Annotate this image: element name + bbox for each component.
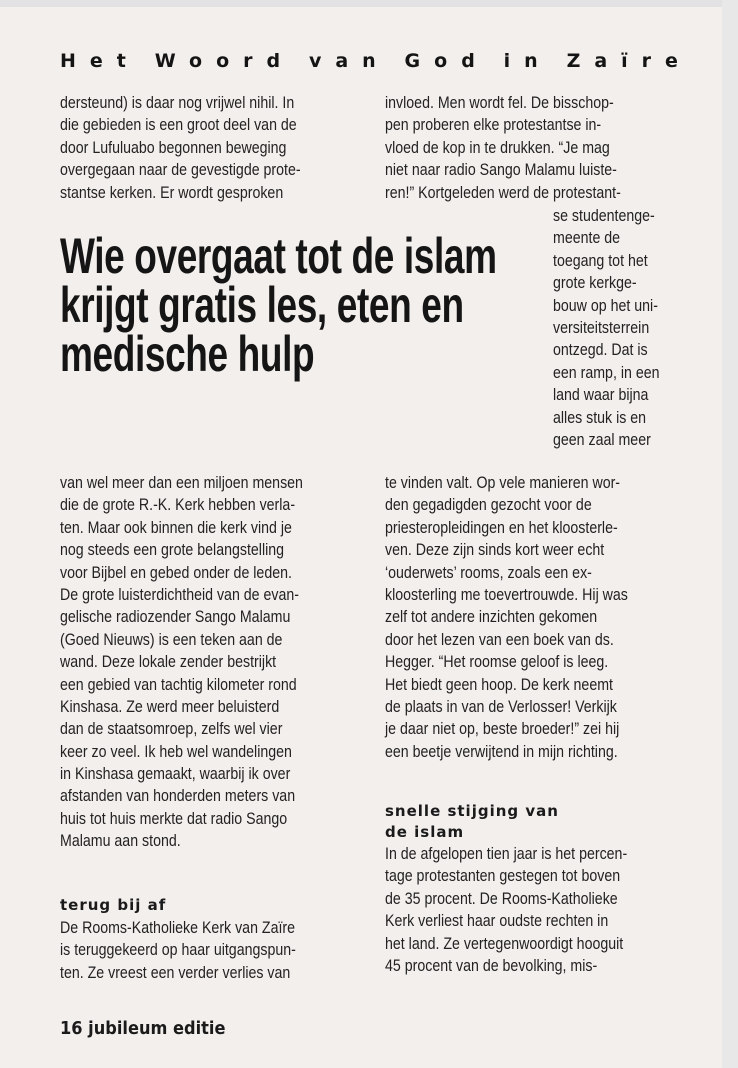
text-line: se studentenge- (553, 207, 655, 225)
header-word: van (308, 50, 390, 72)
text-line: overgegaan naar de gevestigde prote- (60, 161, 301, 180)
text-line: De grote luisterdichtheid van de evan- (60, 585, 300, 604)
text-line: toegang tot het (553, 251, 648, 270)
text-line: stantse kerken. Er wordt gesproken (60, 183, 284, 202)
scan-edge-right (722, 0, 738, 1068)
text-line: gelische radiozender Sango Malamu (60, 608, 291, 627)
column-1-top (60, 92, 340, 204)
headline-line: krijgt gratis les, eten en (60, 277, 464, 333)
text-line: ven. Deze zijn sinds kort weer echt (385, 541, 605, 560)
header-word: God (404, 50, 489, 72)
text-line: ‘ouderwets’ rooms, zoals een ex- (385, 563, 592, 582)
text-line: te vinden valt. Op vele manieren wor- (385, 474, 621, 492)
subheading-snelle-stijging (385, 801, 559, 843)
column-2-main (385, 472, 667, 763)
text-line: Malamu aan stond. (60, 832, 181, 851)
text-line: grote kerkge- (553, 274, 637, 293)
text-line: pen proberen elke protestantse in- (385, 116, 602, 135)
headline-line: medische hulp (60, 326, 315, 382)
text-line: je daar niet op, beste broeder!” zei hij (385, 720, 620, 739)
text-line: de 35 procent. De Rooms-Katholieke (385, 889, 618, 908)
text-line: dersteund) is daar nog vrijwel nihil. In (60, 94, 295, 112)
text-line: dan de staatsomroep, zelfs wel vier (60, 720, 283, 739)
text-line: Het biedt geen hoop. De kerk neemt (385, 675, 613, 694)
page-footer: 16 jubileum editie (60, 1018, 226, 1039)
scan-edge-top (0, 0, 738, 7)
text-line: voor Bijbel en gebed onder de leden. (60, 563, 292, 582)
column-2-top (385, 92, 659, 204)
text-line: Kinshasa. Ze werd meer beluisterd (60, 697, 280, 716)
text-line: ten. Maar ook binnen die kerk vind je (60, 518, 292, 537)
column-1-end (60, 917, 334, 984)
text-line: nog steeds een grote belangstelling (60, 541, 285, 560)
text-line: bouw op het uni- (553, 296, 658, 315)
text-line: meente de (553, 229, 621, 248)
text-line: door het lezen van een boek van ds. (385, 630, 614, 649)
text-line: invloed. Men wordt fel. De bisschop- (385, 94, 614, 112)
text-line: wand. Deze lokale zender bestrijkt (60, 653, 277, 672)
text-line: de plaats in van de Verlosser! Verkijk (385, 697, 617, 716)
text-line: versiteitsterrein (553, 318, 650, 337)
text-line: Hegger. “Het roomse geloof is leeg. (385, 653, 609, 672)
header-word: Woord (154, 50, 295, 72)
text-line: vloed de kop in te drukken. “Je mag (385, 138, 610, 157)
text-line: niet naar radio Sango Malamu luiste- (385, 161, 617, 180)
text-line: 45 procent van de bevolking, mis- (385, 956, 598, 975)
subheading-line: snelle stijging van (385, 802, 559, 820)
text-line: een gebied van tachtig kilometer rond (60, 675, 297, 694)
running-header (60, 50, 692, 72)
header-word: in (503, 50, 552, 72)
article-headline (60, 228, 650, 382)
text-line: ontzegd. Dat is (553, 341, 648, 360)
text-line: een ramp, in een (553, 363, 660, 382)
text-line: in Kinshasa gemaakt, waarbij ik over (60, 765, 291, 784)
text-line: afstanden van honderden meters van (60, 787, 296, 806)
text-line: priesteropleidingen en het kloosterle- (385, 518, 618, 537)
text-line: alles stuk is en (553, 408, 647, 427)
text-line: die de grote R.-K. Kerk hebben verla- (60, 496, 296, 515)
text-line: een beetje verwijtend in mijn richting. (385, 742, 618, 761)
header-word: Het (60, 50, 140, 72)
text-line: huis tot huis merkte dat radio Sango (60, 809, 288, 828)
text-line: In de afgelopen tien jaar is het percen- (385, 845, 628, 863)
text-line: kloosterling me toevertrouwde. Hij was (385, 585, 628, 604)
text-line: geen zaal meer (553, 430, 651, 449)
text-line: tage protestanten gestegen tot boven (385, 867, 621, 886)
headline-line: Wie overgaat tot de islam (60, 228, 497, 284)
text-line: door Lufuluabo begonnen beweging (60, 138, 287, 157)
text-line: keer zo veel. Ik heb wel wandelingen (60, 742, 292, 761)
text-line: ten. Ze vreest een verder verlies van (60, 963, 291, 982)
column-2-end (385, 843, 667, 977)
subheading-line: de islam (385, 823, 465, 841)
text-line: is teruggekeerd op haar uitgangspun- (60, 941, 296, 960)
text-line: De Rooms-Katholieke Kerk van Zaïre (60, 919, 296, 937)
text-line: ren!” Kortgeleden werd de protestant- (385, 183, 621, 202)
text-line: die gebieden is een groot deel van de (60, 116, 297, 135)
column-1-main (60, 472, 343, 853)
text-line: den gegadigden gezocht voor de (385, 496, 592, 515)
text-line: het land. Ze vertegenwoordigt hooguit (385, 934, 624, 953)
text-line: land waar bijna (553, 386, 649, 405)
text-line: Kerk verliest haar oudste rechten in (385, 912, 609, 931)
text-line: zelf tot andere inzichten gekomen (385, 608, 598, 627)
header-word: Zaïre (566, 50, 692, 72)
subheading-terug-bij-af: terug bij af (60, 896, 167, 914)
text-line: van wel meer dan een miljoen mensen (60, 474, 303, 492)
text-line: (Goed Nieuws) is een teken aan de (60, 630, 283, 649)
